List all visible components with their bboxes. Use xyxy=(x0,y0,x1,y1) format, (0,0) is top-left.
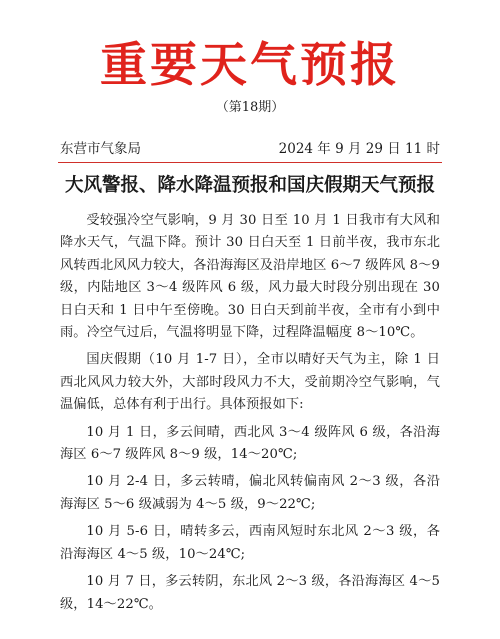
paragraph: 受较强冷空气影响，9 月 30 日至 10 月 1 日我市有大风和降水天气，气温下降。预计 30 日白天至 1 日前半夜，我市东北风转西北风风力较大，各沿海海区及沿岸地区 6～7 级阵风 8～9 级，内陆地区 3～4 级阵风 6 级，风力最大时段分别出现在 30 日白天和 1 日中午至傍晚。30 日白天到前半夜，全市有小到中雨。冷空气过后，气温将明显下降，过程降温幅度 8～10℃。 xyxy=(60,213,440,341)
issue-number: （第18期） xyxy=(215,100,285,115)
forecast-day: 10 月 2-4 日，多云转晴，偏北风转偏南风 2～3 级，各沿海海区 5～6 级减弱为 4～5 级，9～22℃; xyxy=(60,474,440,512)
body-text xyxy=(60,210,440,621)
headline: 大风警报、降水降温预报和国庆假期天气预报 xyxy=(64,175,435,196)
forecast-day: 10 月 1 日，多云间晴，西北风 3～4 级阵风 6 级，各沿海海区 6～7 级阵风 8～9 级，14～20℃; xyxy=(60,424,440,463)
forecast-day: 10 月 5-6 日，晴转多云，西南风短时东北风 2～3 级，各沿海海区 4～5 级，10～24℃; xyxy=(60,524,440,562)
issue-date: 2024 年 9 月 29 日 11 时 xyxy=(278,141,440,157)
red-divider xyxy=(58,162,442,163)
paragraph: 国庆假期（10 月 1-7 日），全市以晴好天气为主，除 1 日西北风风力较大外，大部时段风力不大，受前期冷空气影响，气温偏低，总体有利于出行。具体预报如下: xyxy=(60,352,440,413)
issuer-name: 东营市气象局 xyxy=(60,141,141,157)
forecast-day: 10 月 7 日，多云转阴，东北风 2～3 级，各沿海海区 4～5 级，14～22℃。 xyxy=(60,574,440,612)
masthead-title: 重要天气预报 xyxy=(100,38,400,93)
